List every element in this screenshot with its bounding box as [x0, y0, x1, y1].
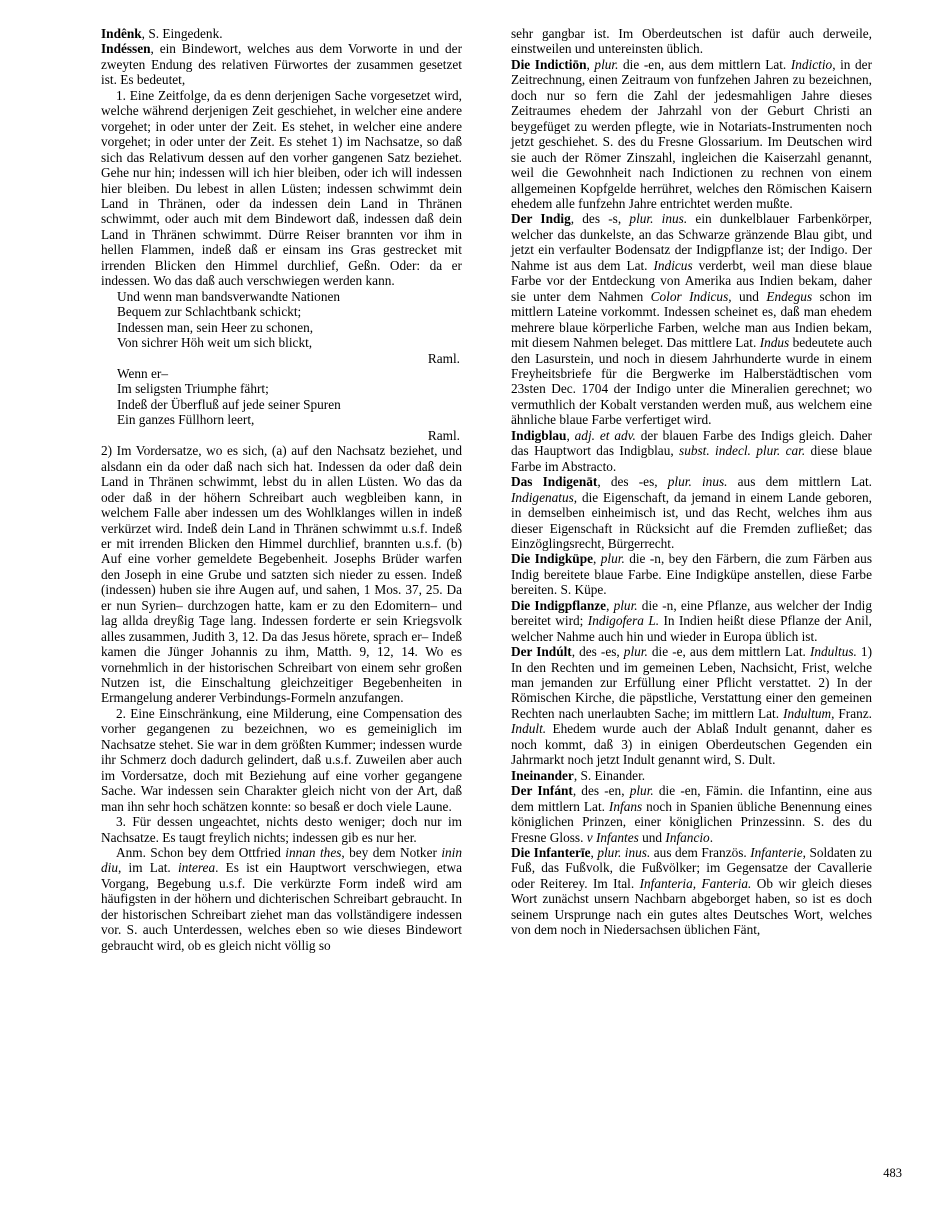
paragraph [101, 814, 462, 845]
verse-line: Ein ganzes Füllhorn leert, [117, 412, 255, 428]
dictionary-entry [511, 644, 872, 768]
text-run: schon im mittlern Lateine vorkommt. Indessen scheinet es, daß man ehedem mehrere blaue körperliche Farben, welche man aus Indien bekam, mit diesem Nahmen beleget. Das mittlere Lat. [511, 288, 872, 351]
text-run: 1. Eine Zeitfolge, da es denn derjenigen Sache vorgesetzet wird, welche während derjenigen Zeit geschiehet, in welcher eine andere vorgehet; in oder unter der Zeit. Es stehet, in welcher eine andere vorgehet; in oder unter der Zeit. Es stehet 1) im Nachsatze, so daß sich das Relativum dessen auf den vorher gangenen Satz beziehet. Gehe nur hin; indessen will ich hier bleiben, oder ich will indessen hier bleiben. Du lebest in allen Lüsten; indessen schwimmt dein Land in Thränen, oder da indessen dein Land in Thränen schwimmt, oder auch mit dem Bindewort daß, indessen daß dein Land in Thränen schwimmt. Dürre Reiser brannten vor ihm in hellen Flammen, indeß daß er einsam ins Gras gestrecket mit irrenden Blicken den Himmel durchlief, Geßn. Oder: da er indessen. Wo das daß auch verschwiegen werden kann. [101, 87, 462, 289]
text-run: , des -en, [572, 783, 630, 799]
text-run: Ehedem wurde auch der Ablaß Indult genannt, daher es noch kommt, daß 3) in einigen Oberdeutschen Gegenden ein Jahrmarkt noch jetzt Indult genannt wird, S. Dult. [511, 721, 872, 768]
italic-text-run: Indigenatus [511, 489, 574, 505]
text-run: , des -es, [597, 474, 668, 490]
text-run: , des -es, [571, 644, 624, 660]
headword: Die Indictiōn [511, 56, 587, 72]
italic-text-run: Indult. [511, 721, 547, 737]
text-run: In Indien heißt diese Pflanze der Anil, welcher Nahme auch hin und wieder in Europa üblich ist. [511, 613, 872, 644]
text-run: , [566, 427, 575, 443]
italic-text-run: Indus [759, 335, 790, 351]
headword: Der Indig [511, 211, 571, 227]
verse-line: Im seligsten Triumphe fährt; [117, 381, 269, 397]
headword: Die Indigpflanze [511, 597, 607, 613]
text-run: , [606, 597, 614, 613]
verse-line: Bequem zur Schlachtbank schickt; [117, 304, 302, 320]
text-run: , des -s, [570, 211, 630, 227]
italic-text-run: subst. indecl. plur. car. [679, 443, 806, 459]
italic-text-run: Infancio [665, 829, 710, 845]
italic-text-run: Indigofera L. [587, 613, 660, 629]
text-columns [101, 26, 872, 953]
text-run: , bey dem Notker [341, 845, 442, 861]
italic-text-run: plur. [623, 644, 648, 660]
dictionary-entry [101, 26, 462, 41]
paragraph [101, 443, 462, 706]
italic-text-run: plur. [613, 597, 638, 613]
italic-text-run: Indictio [790, 56, 833, 72]
text-run: die -en, aus dem mittlern Lat. [618, 56, 791, 72]
headword: Das Indigenāt [511, 474, 598, 490]
text-run: , in der Zeitrechnung, einen Zeitraum von funfzehen Jahren zu bezeichnen, doch nur so fern die Zahl der jedesmahligen Jahre dieses Zeitraumes ehedem der Jahrzahl von der Geburt Christi an beygefüget zu werden pflegte, wie in Notariats-Instrumenten noch jetzt geschiehet. S. des du Fresne Glossarium. Im Deutschen wird sie auch der Römer Zinszahl, ingleichen die Kaiserzahl genannt, weil die Gewohnheit nach Indictionen zu rechnen von einem allgemeinen Kopfgelde herrühret, welches den Römischen Kaisern ehedem alle funfzehn Jahre entrichtet werden mußte. [511, 56, 872, 211]
italic-text-run: Infanterie [750, 845, 803, 861]
text-run: ein dunkelblauer Farbenkörper, welcher das dunkelste, an das Schwarze gränzende Blau gibt, und jetzt ein verfaulter Bodensatz der Indigpflanze ist; der Indigo. Der Nahme ist aus dem Lat. [511, 211, 872, 273]
italic-text-run: Color Indicus [650, 288, 729, 304]
left-column [101, 26, 462, 953]
text-run: , und [728, 288, 767, 304]
text-run: bedeutete auch den Lasurstein, und noch in diesem Jahrhunderte wurde in einem Freyheitsbriefe für die Bergwerke im Halberstädtischen vom 23sten Dec. 1704 der Indigo unter die Mineralien gerechnet; wo vermuthlich der Kobalt verstanden werden muß, aus welchem eine ähnliche blaue Farbe verfertiget wird. [511, 335, 872, 428]
headword: Indéssen [101, 41, 151, 57]
dictionary-entry [511, 211, 872, 427]
text-run: , Soldaten zu Fuß, das Fußvolk, die Fußvölker; im Gegensatze der Cavallerie oder Reiterey. Im Ital. [511, 845, 872, 891]
text-run: die -en, Fämin. die Infantinn, eine aus dem mittlern Lat. [511, 783, 872, 814]
dictionary-entry [511, 551, 872, 597]
text-run: die -n, eine Pflanze, aus welcher der Indig bereitet wird; [511, 597, 872, 629]
text-run: aus dem mittlern Lat. [727, 474, 872, 490]
text-run: , die Eigenschaft, da jemand in einem Lande geboren, in demselben einheimisch ist, und das Recht, welches ihm aus dieser Eigenschaft in Rücksicht auf die Fremden zufließet; das Einzöglingsrecht, Bürgerrecht. [511, 489, 872, 551]
italic-text-run: adj. et adv. [574, 427, 636, 443]
verse-attribution: Raml. [427, 350, 460, 366]
headword: Der Infánt [511, 783, 573, 799]
text-run: aus dem Französ. [650, 845, 751, 861]
text-run: Ob wir gleich dieses Wort zunächst unsern Nachbarn abgeborget haben, so ist es doch seinem Ursprunge nach ein gutes altes Deutsches Wort, welches von dem noch in Niedersachsen üblichen Fänt, [511, 875, 872, 938]
italic-text-run: v Infantes [586, 829, 639, 845]
paragraph [101, 88, 462, 289]
verse-line: Indessen man, sein Heer zu schonen, [117, 319, 314, 335]
italic-text-run: plur. inus. [629, 211, 688, 227]
italic-text-run: inin diu [101, 845, 462, 876]
italic-text-run: interea [177, 860, 216, 876]
right-column [511, 26, 872, 953]
text-run: , im Lat. [118, 860, 178, 876]
dictionary-entry [511, 598, 872, 644]
headword: Indigblau [511, 427, 567, 443]
text-run: 2) Im Vordersatze, wo es sich, (a) auf den Nachsatz beziehet, und alsdann ein da oder daß nach sich hat. Indessen da oder daß dein Land in Thränen schwimmt, lebst du in allen Lüsten. Wo das da oder daß in der höhern Schreibart auch wegbleiben kann, in welchem Falle aber indessen um des Wohlklanges willen in indeß verkürzet wird. Indeß dein Land in Thränen schwimmt u.s.f. Indeß er mit irrenden Blicken den Himmel durchlief, brannten u.s.f. (b) Auf eine vorher gemeldete Begebenheit. Josephs Brüder warfen den Joseph in eine Grube und satzten sich nieder zu essen. Indeß (indessen) huben sie ihre Augen auf, und sahen, 1 Mos. 37, 25. Da er nun Syrien– durchzogen hatte, kam er zu den Edomitern– und lag allda dreyßig Tage lang. Indessen forderte er sein Kriegsvolk alles zusammen, Judith 3, 12. Da das Jesus hörete, sprach er– Indeß kamen die Jünger Johannis zu ihm, Matth. 9, 12, 14. Wo es vornehmlich in der historischen Schreibart von einem sehr großen Nutzen ist, die Einschaltung gleichzeitiger Begebenheiten in Ermangelung anderer Verbindungs-Formeln anzufangen. [101, 443, 462, 706]
dictionary-entry [511, 845, 872, 938]
text-run: , [586, 56, 595, 72]
italic-text-run: plur. [600, 551, 625, 567]
dictionary-entry [511, 768, 872, 783]
italic-text-run: Indicus [653, 257, 693, 273]
paragraph [101, 706, 462, 814]
text-run: . Es ist ein Hauptwort verschwiegen, etwa Vorgang, Begebung u.s.f. Die verkürzte Form indeß wird am häufigsten in der höhern und dichterischen Schreibart gebraucht. In der historischen Schreibart ziehet man das vollständigere indessen vor. S. auch Unterdessen, welches eben so wie dieses Bindewort gebraucht wird, ob es gleich nicht völlig so [101, 860, 462, 953]
text-run: die -n, bey den Färbern, die zum Färben aus Indig bereitete blaue Farbe. Eine Indigküpe anstellen, diese Farbe bereiten. S. Küpe. [511, 551, 872, 598]
italic-text-run: plur. [629, 783, 654, 799]
dictionary-entry [511, 474, 872, 551]
headword: Die Infanterīe [511, 845, 591, 861]
verse-line: Indeß der Überfluß auf jede seiner Spuren [117, 396, 341, 412]
text-run: verderbt, weil man diese blaue Farbe vor der Entdeckung von Amerika aus Indien bekam, daher sie unter dem Nahmen [511, 257, 872, 304]
text-run: und [638, 829, 666, 845]
headword: Indênk [101, 26, 142, 41]
text-run: der blauen Farbe des Indigs gleich. Daher das Hauptwort das Indigblau, [511, 427, 872, 459]
text-run: 3. Für dessen ungeachtet, nichts desto weniger; doch nur im Nachsatze. Es taugt freylich nichts; indessen gib es nur her. [101, 814, 462, 845]
text-run: , [590, 845, 598, 861]
italic-text-run: Indultus. [809, 644, 857, 660]
text-run: . [709, 829, 714, 845]
headword: Der Indúlt [511, 644, 572, 660]
italic-text-run: Infanteria, Fanteria. [639, 875, 752, 891]
paragraph [101, 845, 462, 953]
italic-text-run: Infans [608, 798, 643, 814]
dictionary-entry [101, 41, 462, 87]
text-run: , S. Einander. [573, 767, 646, 783]
verse-line: Und wenn man bandsverwandte Nationen [117, 288, 341, 304]
text-run: noch in Spanien übliche Benennung eines königlichen Prinzen, einer königlichen Prinzessinn. S. des du Fresne Gloss. [511, 798, 872, 845]
italic-text-run: plur. inus. [667, 474, 728, 490]
verse-attribution: Raml. [427, 427, 460, 443]
text-run: , S. Eingedenk. [141, 26, 223, 41]
dictionary-entry [511, 57, 872, 212]
text-run: , ein Bindewort, welches aus dem Vorworte in und der zweyten Endung des relativen Fürwortes der zusammen gesetzet ist. Es bedeutet, [101, 41, 462, 88]
dictionary-entry [511, 428, 872, 474]
text-run: sehr gangbar ist. Im Oberdeutschen ist dafür auch derweile, einstweilen und untereinsten üblich. [511, 26, 872, 57]
italic-text-run: plur. inus. [597, 845, 651, 861]
page-number: 483 [883, 1166, 902, 1180]
verse-line: Wenn er– [117, 365, 168, 381]
italic-text-run: innan thes [285, 845, 342, 861]
text-run: 1) In den Rechten und im gemeinen Leben, Nachsicht, Frist, welche man jemanden zur Erfüllung einer Pflicht verstattet. 2) In der Römischen Kirche, die päpstliche, Verstattung einer den gemeinen Rechten nach unerlaubten Sache; im mittlern Lat. [511, 644, 872, 721]
headword: Die Indigküpe [511, 551, 594, 567]
text-run: , [593, 551, 601, 567]
italic-text-run: Endegus [766, 288, 813, 304]
paragraph [511, 26, 872, 57]
text-run: Anm. Schon bey dem Ottfried [116, 845, 286, 861]
verse-line: Von sichrer Höh weit um sich blickt, [117, 335, 313, 351]
text-run: diese blaue Farbe im Abstracto. [511, 443, 872, 474]
text-run: , Franz. [831, 705, 873, 721]
dictionary-entry [511, 783, 872, 845]
headword: Ineinander [511, 767, 574, 783]
text-run: 2. Eine Einschränkung, eine Milderung, eine Compensation des vorher gegangenen zu bezeichnen, wo es gemeiniglich im Nachsatze stehet. Sie war in dem größten Kummer; indessen wurde ihr Schmerz doch dadurch gelindert, daß u.s.f. Zuweilen aber auch im Vordersatze, doch mit Beziehung auf eine vorher gegangene Sache. War indessen sein Charakter gleich nicht von der Art, daß man ihn sehr hoch schätzen konnte: so besaß er doch viele Laune. [101, 705, 462, 814]
italic-text-run: plur. [594, 56, 619, 72]
italic-text-run: Indultum [783, 705, 832, 721]
text-run: die -e, aus dem mittlern Lat. [647, 644, 810, 660]
